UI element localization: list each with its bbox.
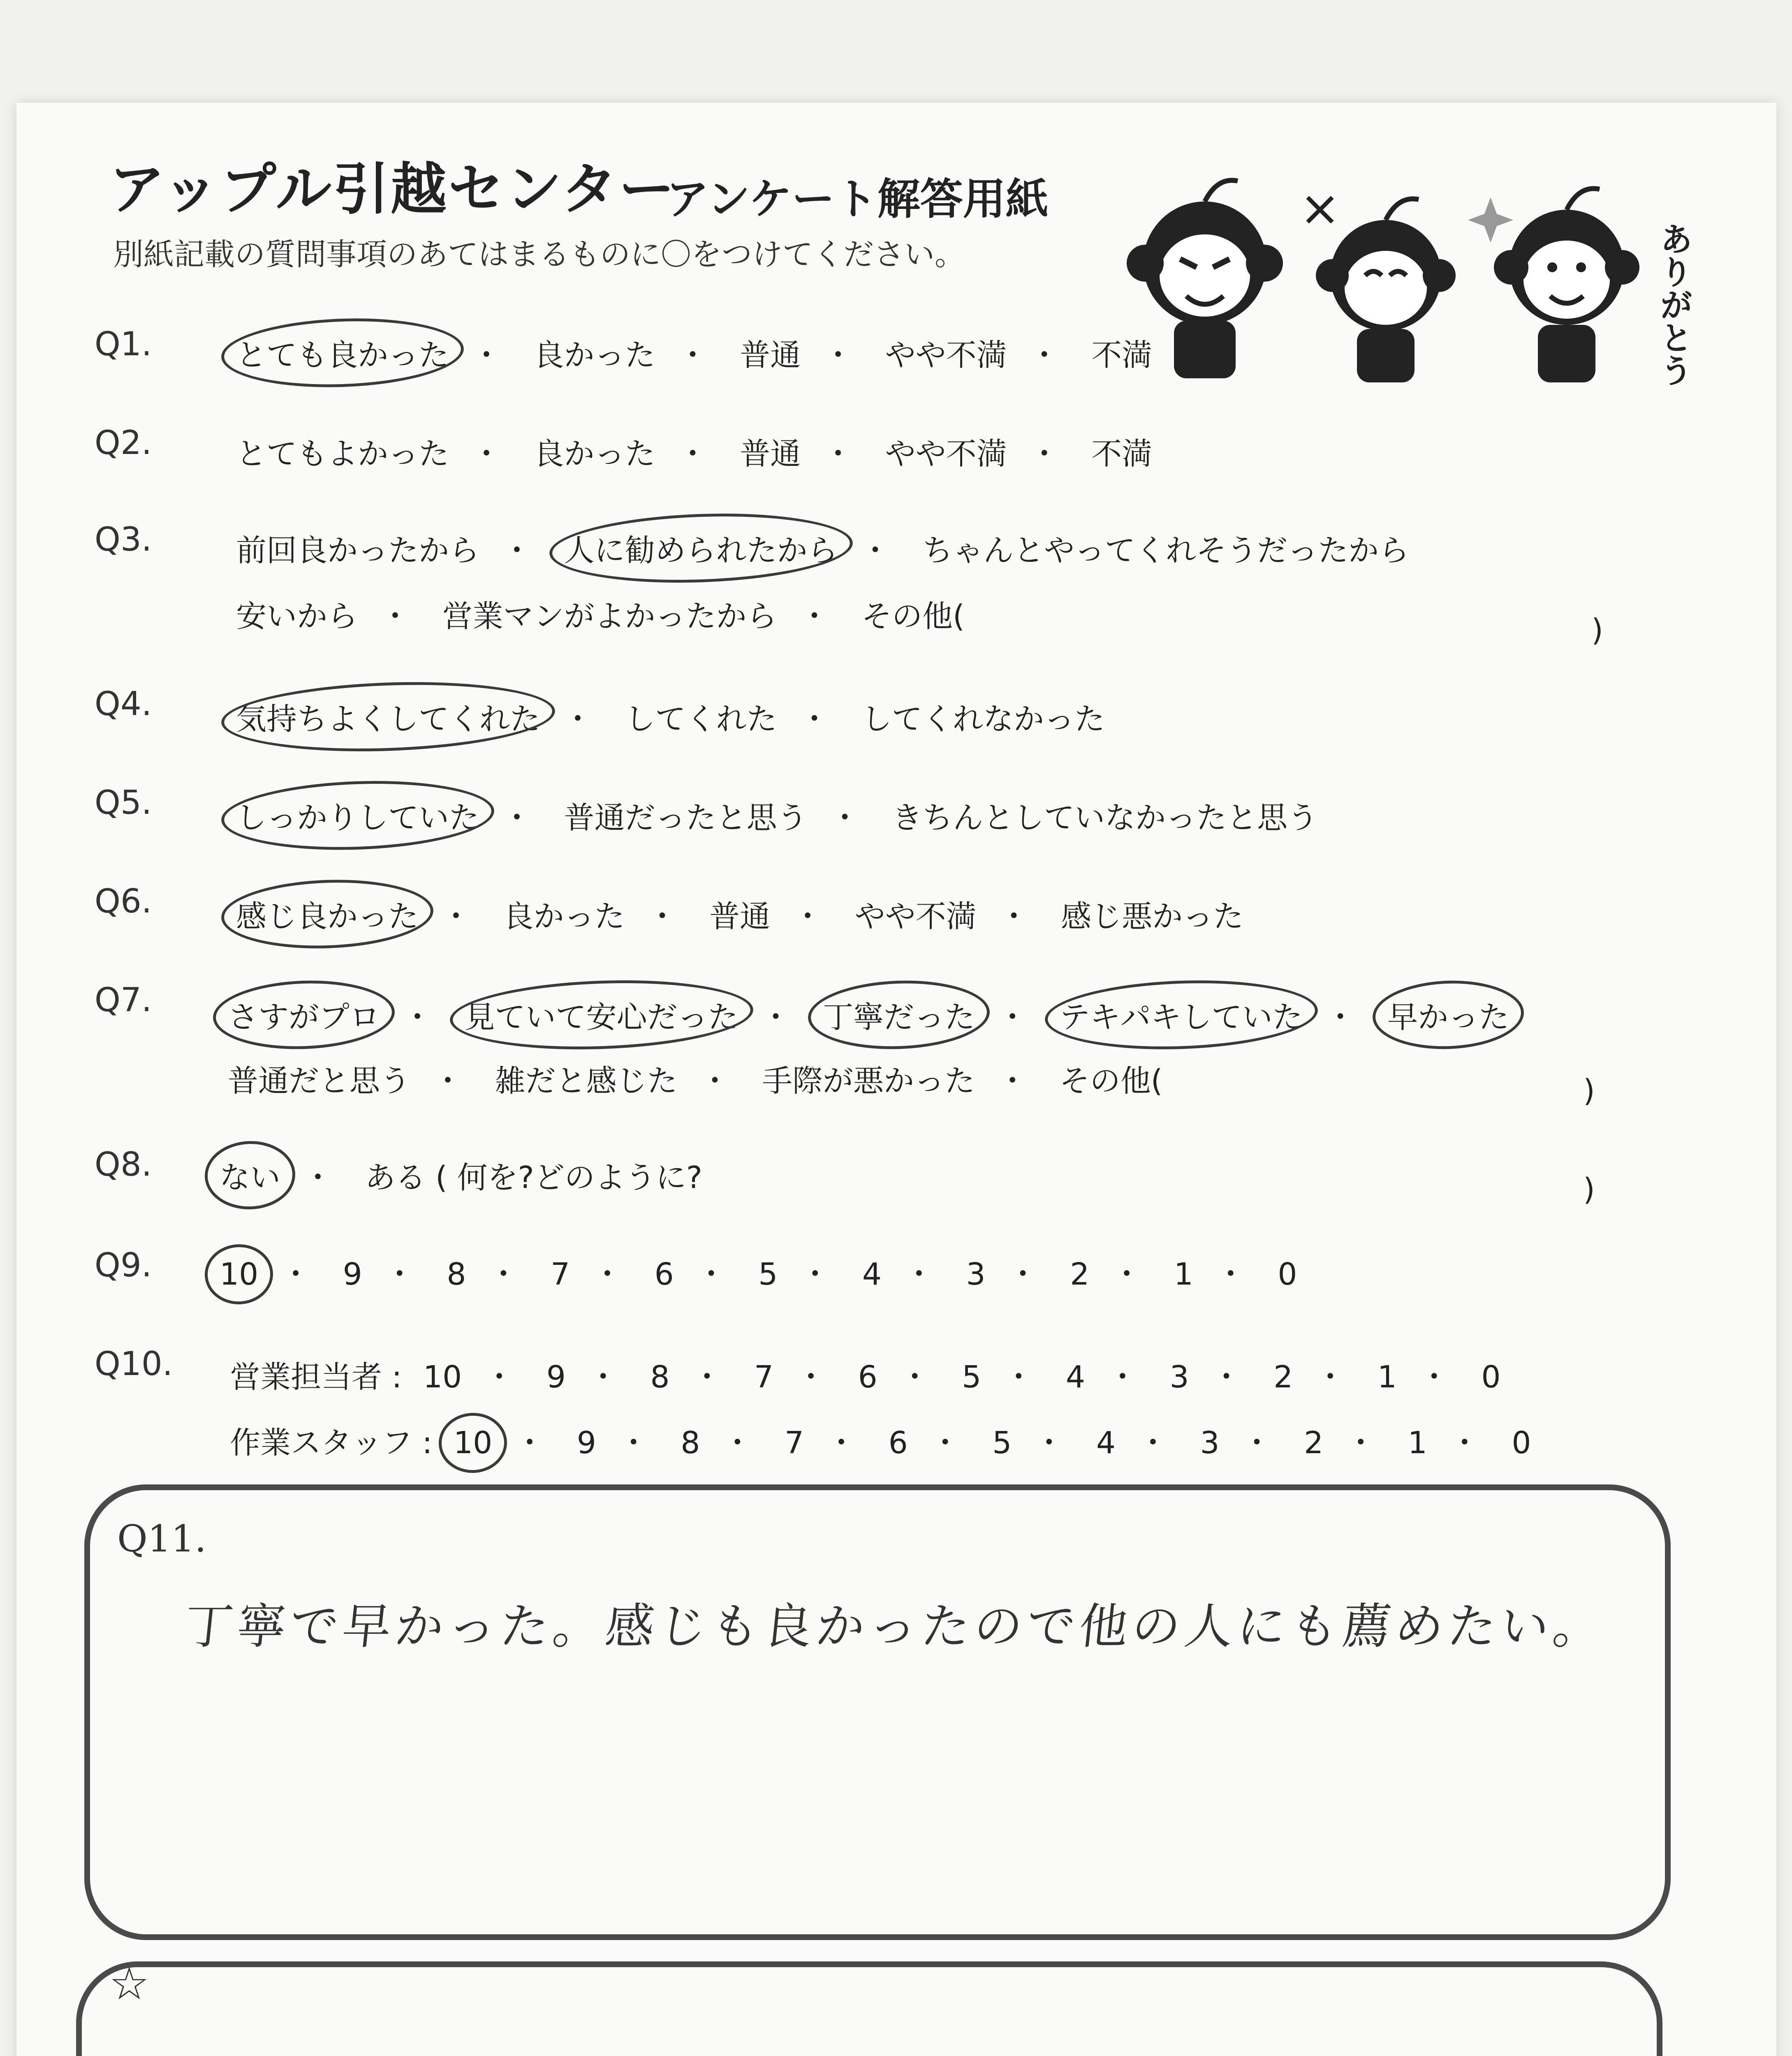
monkey-2-icon	[1308, 197, 1456, 382]
q9-score-3[interactable]: 3	[966, 1257, 986, 1292]
q4-option-pleasant[interactable]: 気持ちよくしてくれた	[230, 691, 546, 743]
q7-option-reassuring[interactable]: 見ていて安心だった	[459, 989, 744, 1041]
q1-option-slightly-dissatisfied[interactable]: やや不満	[885, 338, 1007, 373]
q10-sales-score-10[interactable]: 10	[423, 1359, 462, 1395]
q6-option-good[interactable]: 良かった	[503, 899, 625, 934]
q10-sales-score-3[interactable]: 3	[1169, 1359, 1189, 1395]
q2-option-slightly-dissatisfied[interactable]: やや不満	[885, 436, 1007, 472]
q10-sales-score-7[interactable]: 7	[754, 1359, 774, 1395]
q8-options: ない ・ ある ( 何を?どのように?	[214, 1149, 708, 1201]
q7-options-row2: 普通だと思う ・ 雑だと感じた ・ 手際が悪かった ・ その他(	[222, 1053, 1168, 1104]
thanks-text: ありがとう	[1654, 222, 1693, 387]
q5-label: Q5.	[95, 783, 152, 822]
q10-staff-score-0[interactable]: 0	[1512, 1425, 1531, 1461]
q4-option-did[interactable]: してくれた	[625, 702, 777, 737]
q8-option-none[interactable]: ない	[214, 1149, 286, 1201]
q3-option-other[interactable]: その他(	[861, 599, 965, 634]
q9-score-7[interactable]: 7	[550, 1257, 570, 1292]
q10-staff-score-5[interactable]: 5	[992, 1425, 1012, 1461]
q6-option-slightly-dissatisfied[interactable]: やや不満	[854, 899, 977, 934]
q5-option-not-proper[interactable]: きちんとしていなかったと思う	[892, 800, 1318, 836]
q10-sales-score-6[interactable]: 6	[858, 1359, 877, 1395]
q9-label: Q9.	[95, 1246, 152, 1284]
q10-staff-score-1[interactable]: 1	[1408, 1425, 1427, 1461]
q9-scale: 10 ・ 9 ・ 8 ・ 7 ・ 6 ・ 5 ・ 4 ・ 3 ・ 2 ・ 1 ・ 0	[214, 1250, 1303, 1296]
q9-score-6[interactable]: 6	[654, 1257, 674, 1292]
q10-sales-score-5[interactable]: 5	[962, 1359, 982, 1395]
q3-option-sales-good[interactable]: 営業マンがよかったから	[442, 599, 777, 634]
q9-score-1[interactable]: 1	[1174, 1257, 1193, 1292]
q2-option-dissatisfied[interactable]: 不満	[1091, 436, 1153, 472]
q7-option-inefficient[interactable]: 手際が悪かった	[762, 1063, 975, 1099]
q10-staff-score-6[interactable]: 6	[888, 1425, 908, 1461]
q9-score-9[interactable]: 9	[343, 1257, 362, 1292]
q1-option-good[interactable]: 良かった	[533, 338, 655, 373]
q10-sales-score-8[interactable]: 8	[650, 1359, 670, 1395]
q10-staff-scale: 作業スタッフ : 10 ・ 9 ・ 8 ・ 7 ・ 6 ・ 5 ・ 4 ・ 3 ・ 2 ・ 1 ・ 0	[224, 1415, 1537, 1466]
q2-option-good[interactable]: 良かった	[533, 436, 655, 472]
q9-score-8[interactable]: 8	[447, 1257, 466, 1292]
q6-option-pleasant[interactable]: 感じ良かった	[230, 888, 424, 940]
q6-options: 感じ良かった ・ 良かった ・ 普通 ・ やや不満 ・ 感じ悪かった	[230, 888, 1249, 940]
q3-option-recommended[interactable]: 人に勧められたから	[558, 522, 844, 574]
q8-option-some[interactable]: ある ( 何を?どのように?	[365, 1160, 702, 1195]
q11-label: Q11.	[117, 1517, 206, 1561]
q7-option-normal[interactable]: 普通だと思う	[228, 1063, 410, 1099]
q1-label: Q1.	[95, 325, 152, 363]
q10-staff-label: 作業スタッフ :	[230, 1425, 433, 1461]
q6-label: Q6.	[95, 882, 152, 920]
q5-options: しっかりしていた ・ 普通だったと思う ・ きちんとしていなかったと思う	[230, 790, 1324, 841]
instructions-text: 別紙記載の質問事項のあてはまるものに〇をつけてください。	[113, 237, 965, 272]
q10-sales-scale: 営業担当者 : 10 ・ 9 ・ 8 ・ 7 ・ 6 ・ 5 ・ 4 ・ 3 ・ 2 ・ 1 ・ 0	[224, 1349, 1506, 1401]
q10-staff-score-7[interactable]: 7	[784, 1425, 804, 1461]
q1-options: とても良かった ・ 良かった ・ 普通 ・ やや不満 ・ 不満	[230, 327, 1158, 379]
q3-other-paren: )	[1591, 613, 1603, 648]
q10-sales-score-4[interactable]: 4	[1065, 1359, 1085, 1395]
q10-label: Q10.	[95, 1345, 173, 1383]
q2-options: とてもよかった ・ 良かった ・ 普通 ・ やや不満 ・ 不満	[230, 426, 1158, 477]
q11-answer-handwriting: 丁寧で早かった。感じも良かったので他の人にも薦めたい。	[181, 1598, 1609, 1655]
q10-staff-score-3[interactable]: 3	[1200, 1425, 1220, 1461]
q6-option-normal[interactable]: 普通	[709, 899, 771, 934]
q4-option-did-not[interactable]: してくれなかった	[861, 702, 1105, 737]
q7-option-professional[interactable]: さすがプロ	[222, 989, 386, 1041]
q9-score-0[interactable]: 0	[1278, 1257, 1297, 1292]
q3-option-reliable[interactable]: ちゃんとやってくれそうだったから	[922, 533, 1410, 568]
q8-paren: )	[1583, 1172, 1595, 1207]
q1-option-dissatisfied[interactable]: 不満	[1091, 338, 1153, 373]
q7-option-fast[interactable]: 早かった	[1382, 989, 1515, 1041]
q7-options-row1: さすがプロ ・ 見ていて安心だった ・ 丁寧だった ・ テキパキしていた ・ 早かった	[222, 989, 1515, 1041]
q9-score-5[interactable]: 5	[758, 1257, 778, 1292]
q7-option-efficient[interactable]: テキパキしていた	[1054, 989, 1309, 1041]
q4-label: Q4.	[95, 685, 152, 723]
company-title: アップル引越センター	[109, 157, 676, 222]
q5-option-solid[interactable]: しっかりしていた	[230, 790, 485, 841]
q11-comment-box[interactable]	[84, 1484, 1671, 1940]
free-comment-box[interactable]	[76, 1961, 1662, 2056]
q7-option-other[interactable]: その他(	[1059, 1063, 1163, 1099]
form-title: アンケート解答用紙	[666, 174, 1049, 224]
q1-option-very-good[interactable]: とても良かった	[230, 327, 455, 379]
q8-label: Q8.	[95, 1145, 152, 1183]
q10-staff-score-2[interactable]: 2	[1304, 1425, 1324, 1461]
q5-option-normal[interactable]: 普通だったと思う	[564, 800, 808, 836]
q10-sales-score-9[interactable]: 9	[546, 1359, 566, 1395]
q2-option-normal[interactable]: 普通	[740, 436, 801, 472]
monkey-mascots-illustration	[1102, 164, 1698, 395]
q3-option-cheap[interactable]: 安いから	[236, 599, 358, 634]
q10-sales-score-1[interactable]: 1	[1377, 1359, 1397, 1395]
q7-option-polite[interactable]: 丁寧だった	[817, 989, 981, 1041]
q3-label: Q3.	[95, 520, 152, 558]
q9-score-4[interactable]: 4	[862, 1257, 882, 1292]
q1-option-normal[interactable]: 普通	[740, 338, 801, 373]
q3-options-row1: 前回良かったから ・ 人に勧められたから ・ ちゃんとやってくれそうだったから	[230, 522, 1415, 574]
monkey-3-icon	[1468, 189, 1639, 382]
q10-staff-score-10[interactable]: 10	[448, 1421, 498, 1465]
q7-label: Q7.	[95, 981, 152, 1019]
star-label: ☆	[109, 1957, 150, 2010]
q10-staff-score-8[interactable]: 8	[681, 1425, 700, 1461]
q9-score-2[interactable]: 2	[1070, 1257, 1090, 1292]
q9-score-10[interactable]: 10	[214, 1253, 264, 1296]
q3-options-row2: 安いから ・ 営業マンがよかったから ・ その他(	[230, 588, 970, 640]
q3-option-previous-good[interactable]: 前回良かったから	[236, 533, 479, 568]
q10-sales-score-2[interactable]: 2	[1273, 1359, 1293, 1395]
q2-option-very-good[interactable]: とてもよかった	[236, 436, 449, 472]
q10-sales-score-0[interactable]: 0	[1481, 1359, 1501, 1395]
q4-options: 気持ちよくしてくれた ・ してくれた ・ してくれなかった	[230, 691, 1111, 743]
q7-other-paren: )	[1583, 1073, 1595, 1109]
q10-sales-label: 営業担当者 :	[230, 1359, 402, 1395]
q6-option-unpleasant[interactable]: 感じ悪かった	[1061, 899, 1244, 934]
q7-option-sloppy[interactable]: 雑だと感じた	[495, 1063, 678, 1099]
q2-label: Q2.	[95, 424, 152, 462]
q10-staff-score-9[interactable]: 9	[576, 1425, 596, 1461]
q10-staff-score-4[interactable]: 4	[1096, 1425, 1116, 1461]
